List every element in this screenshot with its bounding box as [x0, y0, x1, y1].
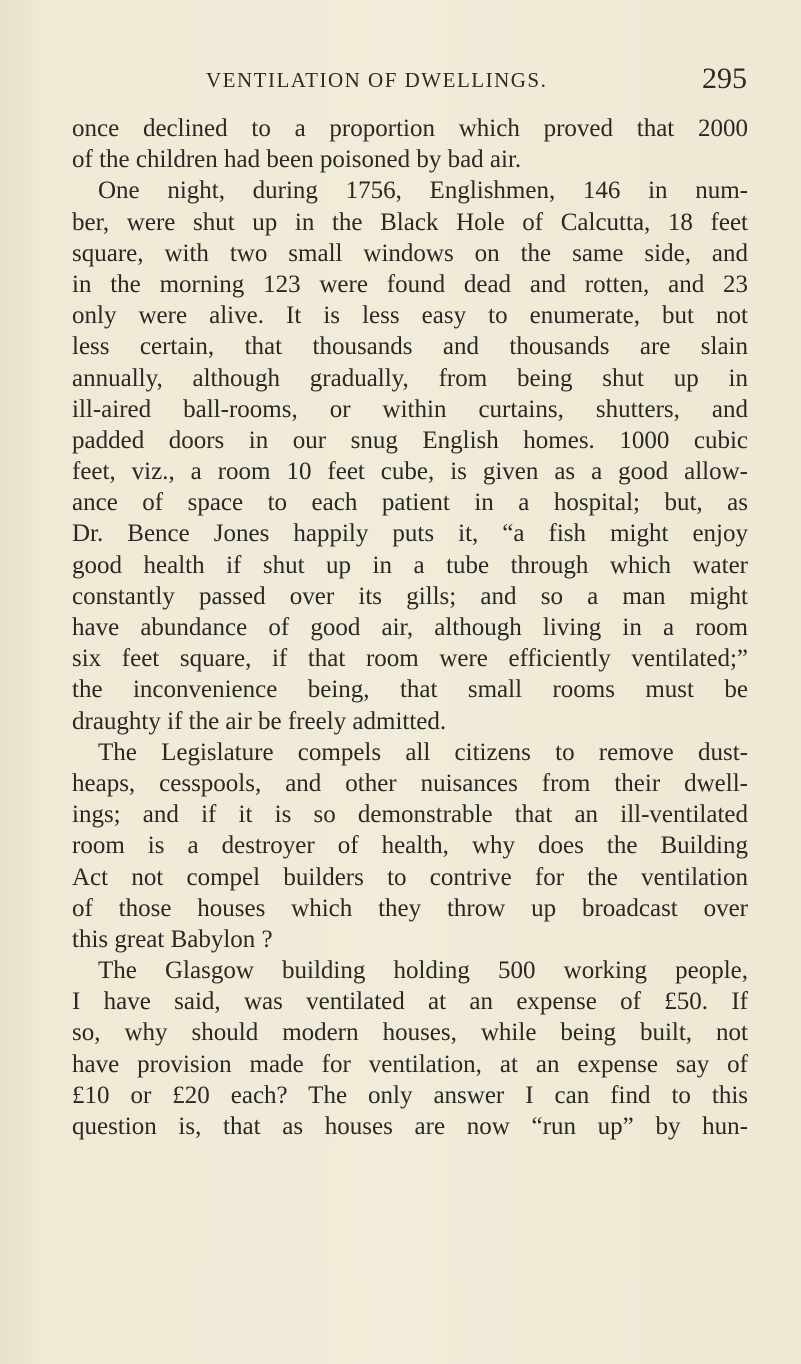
running-title: VENTILATION OF DWELLINGS.: [206, 68, 548, 92]
text-line: ill-aired ball-rooms, or within curtains, shutters, and: [72, 395, 748, 423]
text-line: draughty if the air be freely admitted.: [72, 707, 447, 735]
text-line: the inconvenience being, that small rooms must be: [72, 676, 748, 704]
text-line: good health if shut up in a tube through which water: [72, 551, 748, 579]
text-line: heaps, cesspools, and other nuisances from their dwell-: [72, 769, 748, 797]
text-line: less certain, that thousands and thousands are slain: [72, 333, 748, 361]
text-line: Act not compel builders to contrive for the ventilation: [72, 863, 748, 891]
text-line: The Glasgow building holding 500 working people,: [98, 957, 748, 985]
text-line: padded doors in our snug English homes. 1000 cubic: [72, 426, 748, 454]
text-line: so, why should modern houses, while being built, not: [72, 1019, 748, 1047]
text-line: The Legislature compels all citizens to remove dust-: [98, 738, 748, 766]
text-line: square, with two small windows on the same side, and: [72, 239, 748, 267]
text-line: annually, although gradually, from being shut up in: [72, 364, 748, 392]
text-line: question is, that as houses are now “run up” by hun-: [72, 1113, 748, 1140]
text-line: of the children had been poisoned by bad air.: [72, 146, 522, 174]
text-line: ance of space to each patient in a hospital; but, as: [72, 489, 748, 517]
text-line: in the morning 123 were found dead and rotten, and 23: [72, 270, 748, 298]
text-line: £10 or £20 each? The only answer I can find to this: [72, 1081, 748, 1109]
text-line: room is a destroyer of health, why does the Building: [72, 832, 748, 860]
text-line: One night, during 1756, Englishmen, 146 in num-: [98, 177, 748, 205]
text-line: ber, were shut up in the Black Hole of Calcutta, 18 feet: [72, 208, 748, 236]
text-line: six feet square, if that room were efficiently ventilated;”: [72, 645, 748, 673]
body-text: [72, 113, 748, 1142]
text-line: have provision made for ventilation, at an expense say of: [72, 1050, 748, 1078]
text-line: only were alive. It is less easy to enumerate, but not: [72, 302, 748, 330]
page-number: 295: [702, 62, 747, 95]
text-line: have abundance of good air, although living in a room: [72, 614, 748, 641]
text-line: of those houses which they throw up broadcast over: [72, 894, 748, 922]
text-line: feet, viz., a room 10 feet cube, is given as a good allow-: [72, 458, 748, 486]
text-line: this great Babylon ?: [72, 925, 273, 953]
text-line: I have said, was ventilated at an expense of £50. If: [72, 988, 748, 1016]
text-line: constantly passed over its gills; and so a man might: [72, 582, 748, 610]
text-line: ings; and if it is so demonstrable that an ill-ventilated: [72, 801, 748, 829]
text-line: once declined to a proportion which proved that 2000: [72, 115, 748, 142]
text-line: Dr. Bence Jones happily puts it, “a fish might enjoy: [72, 520, 748, 548]
running-head: [70, 62, 747, 102]
